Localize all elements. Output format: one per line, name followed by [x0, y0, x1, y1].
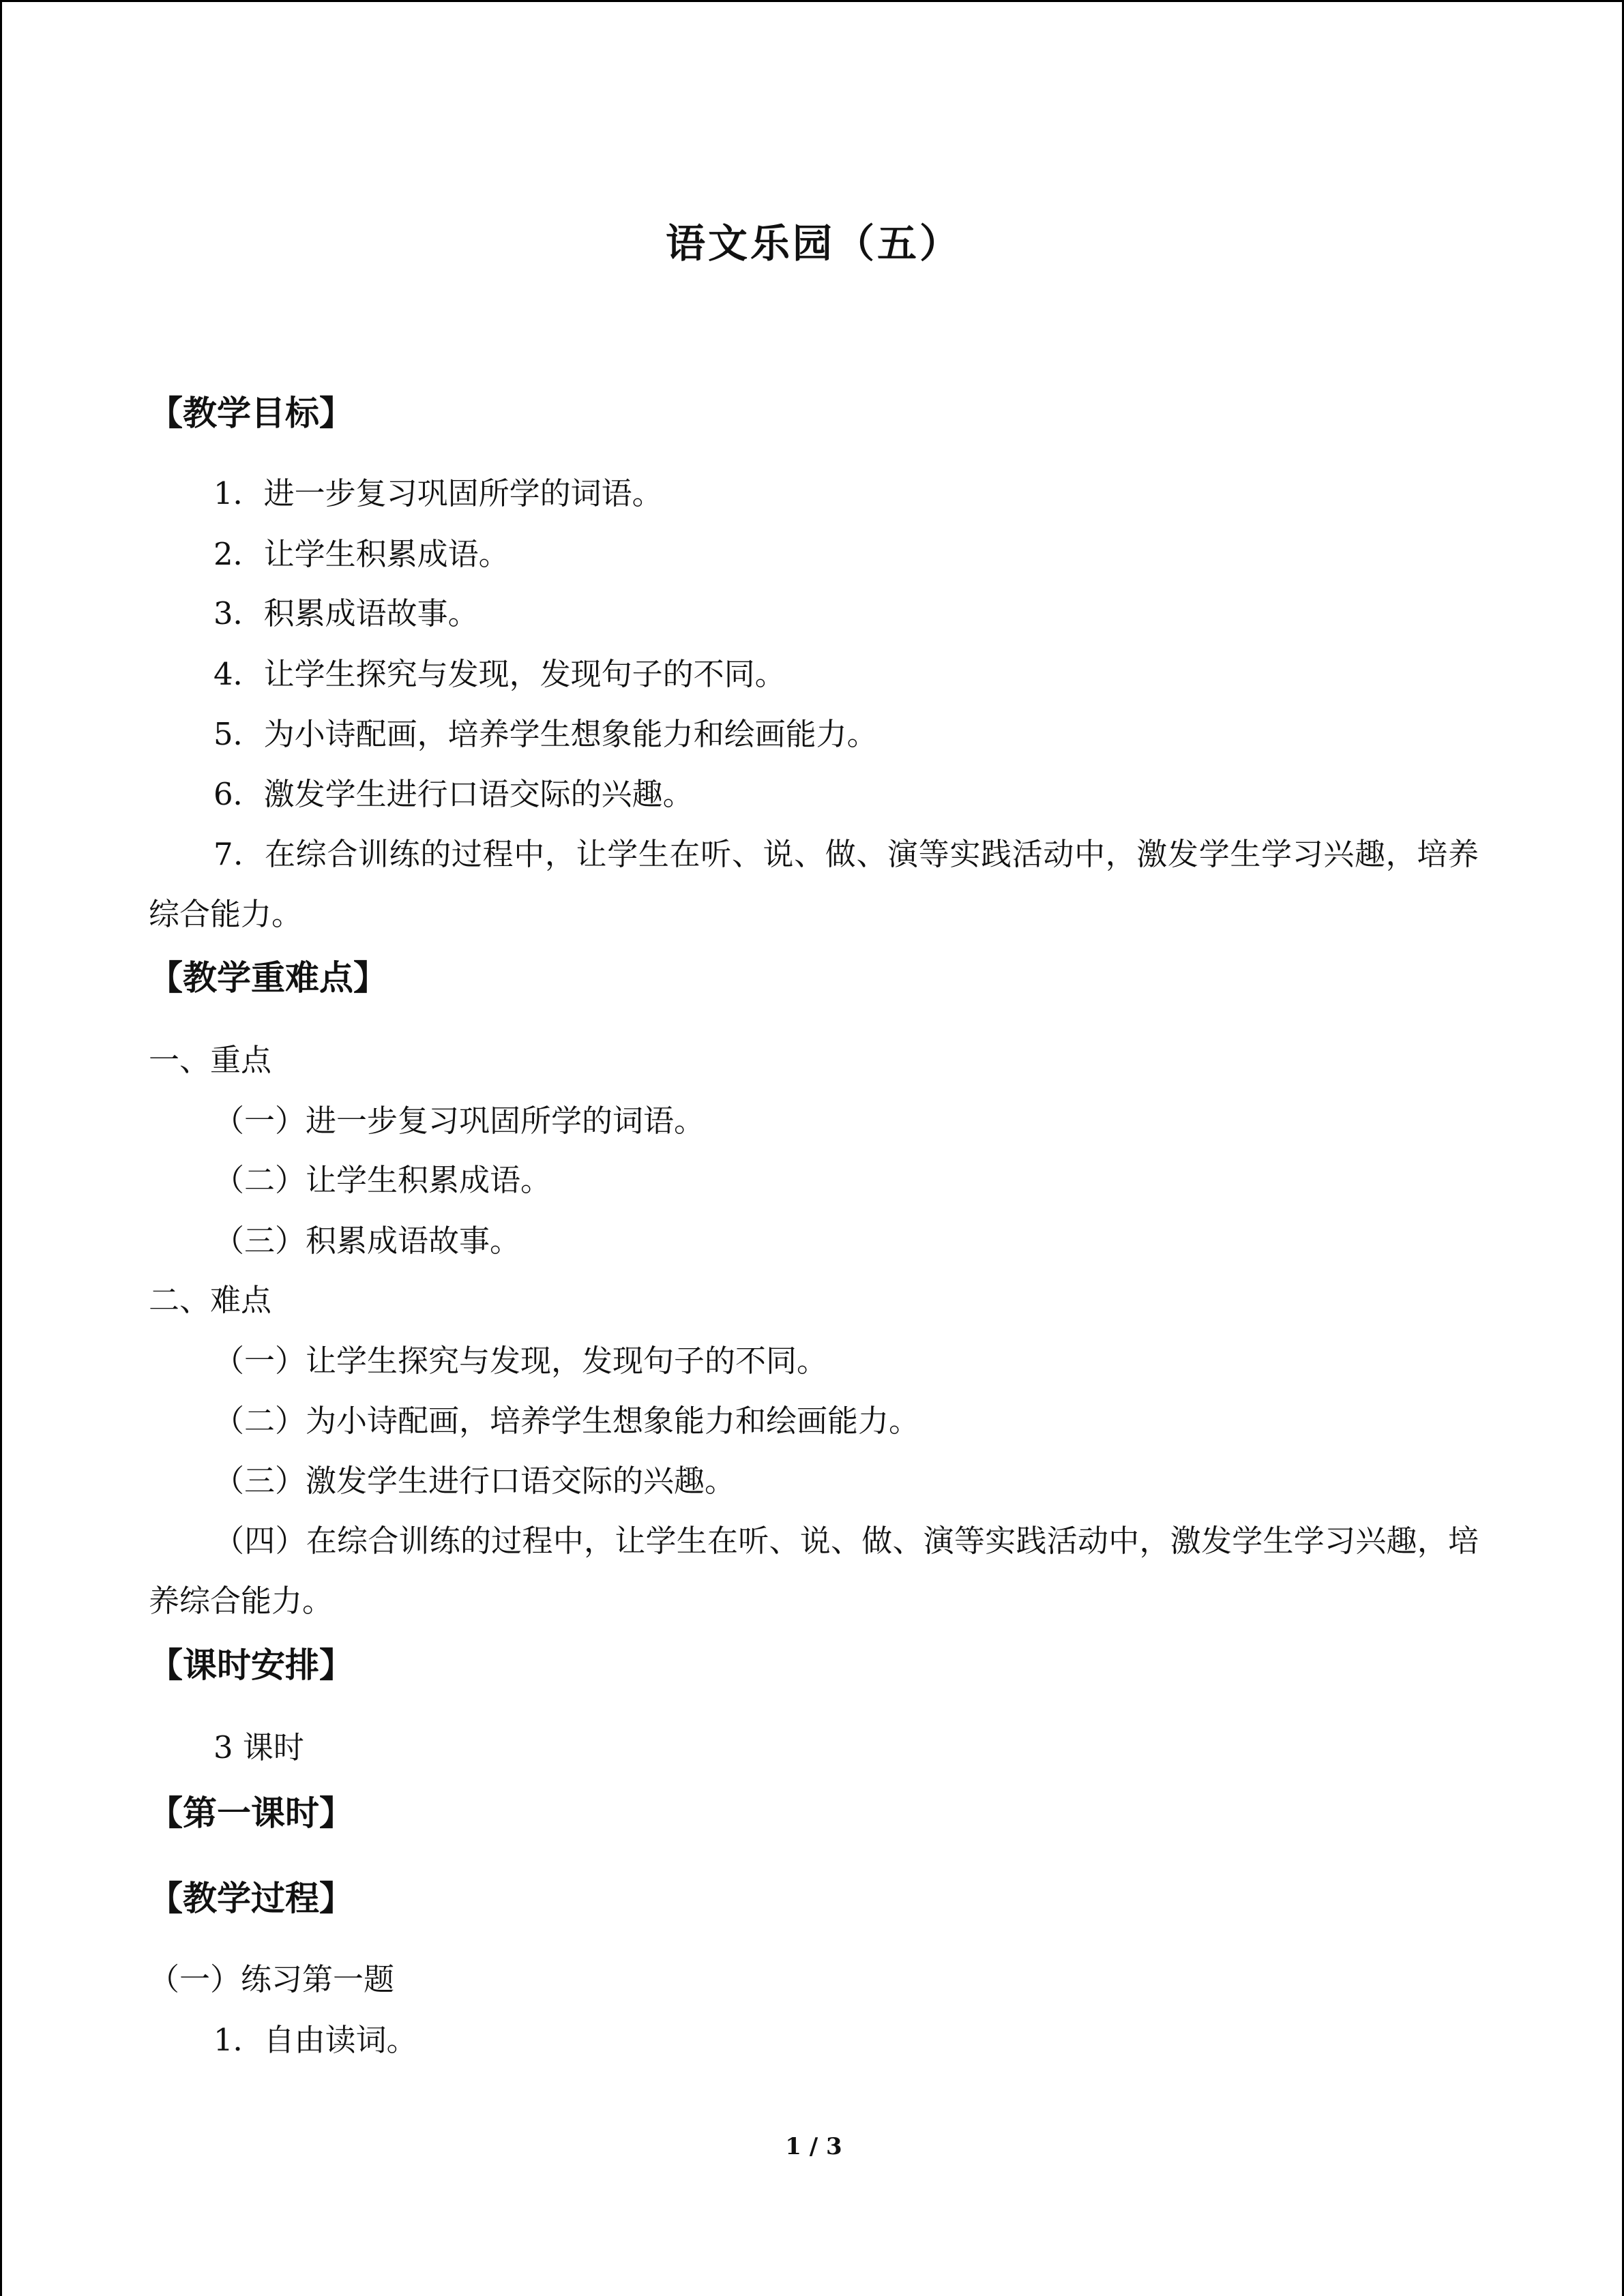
focus-item-3: （三）积累成语故事。	[213, 1223, 521, 1259]
focus-item-2: （二）让学生积累成语。	[213, 1162, 552, 1198]
focus-item-1: （一）进一步复习巩固所学的词语。	[213, 1103, 705, 1139]
focus-label: 一、重点	[149, 1042, 272, 1078]
document-title: 语文乐园（五）	[665, 220, 962, 267]
schedule-value: 3 课时	[213, 1729, 304, 1765]
goal-item-5: 5．为小诗配画，培养学生想象能力和绘画能力。	[213, 716, 878, 752]
difficulty-item-2: （二）为小诗配画，培养学生想象能力和绘画能力。	[213, 1403, 920, 1439]
difficulty-item-3: （三）激发学生进行口语交际的兴趣。	[213, 1463, 736, 1499]
goal-item-3: 3．积累成语故事。	[213, 595, 479, 631]
key-points-heading: 【教学重难点】	[149, 957, 387, 998]
page-number: 1 / 3	[785, 2133, 842, 2160]
process-item-1: 1．自由读词。	[213, 2022, 417, 2058]
left-border	[0, 0, 2, 2296]
process-sub-heading: （一）练习第一题	[149, 1961, 395, 1997]
goals-heading: 【教学目标】	[149, 393, 353, 433]
goal-item-7: 7．在综合训练的过程中，让学生在听、说、做、演等实践活动中，激发学生学习兴趣，培养综合能力。	[149, 836, 1479, 932]
goal-item-6: 6．激发学生进行口语交际的兴趣。	[213, 776, 694, 812]
first-lesson-heading: 【第一课时】	[149, 1793, 353, 1833]
goal-item-2: 2．让学生积累成语。	[213, 536, 510, 572]
top-border	[0, 0, 1624, 2]
difficulty-item-1: （一）让学生探究与发现，发现句子的不同。	[213, 1343, 828, 1379]
schedule-heading: 【课时安排】	[149, 1645, 353, 1685]
goal-item-4: 4．让学生探究与发现，发现句子的不同。	[213, 656, 786, 692]
difficulty-label: 二、难点	[149, 1282, 272, 1318]
process-heading: 【教学过程】	[149, 1878, 353, 1918]
goal-item-1: 1．进一步复习巩固所学的词语。	[213, 475, 663, 511]
difficulty-item-4: （四）在综合训练的过程中，让学生在听、说、做、演等实践活动中，激发学生学习兴趣，培养综合能力。	[149, 1523, 1479, 1619]
